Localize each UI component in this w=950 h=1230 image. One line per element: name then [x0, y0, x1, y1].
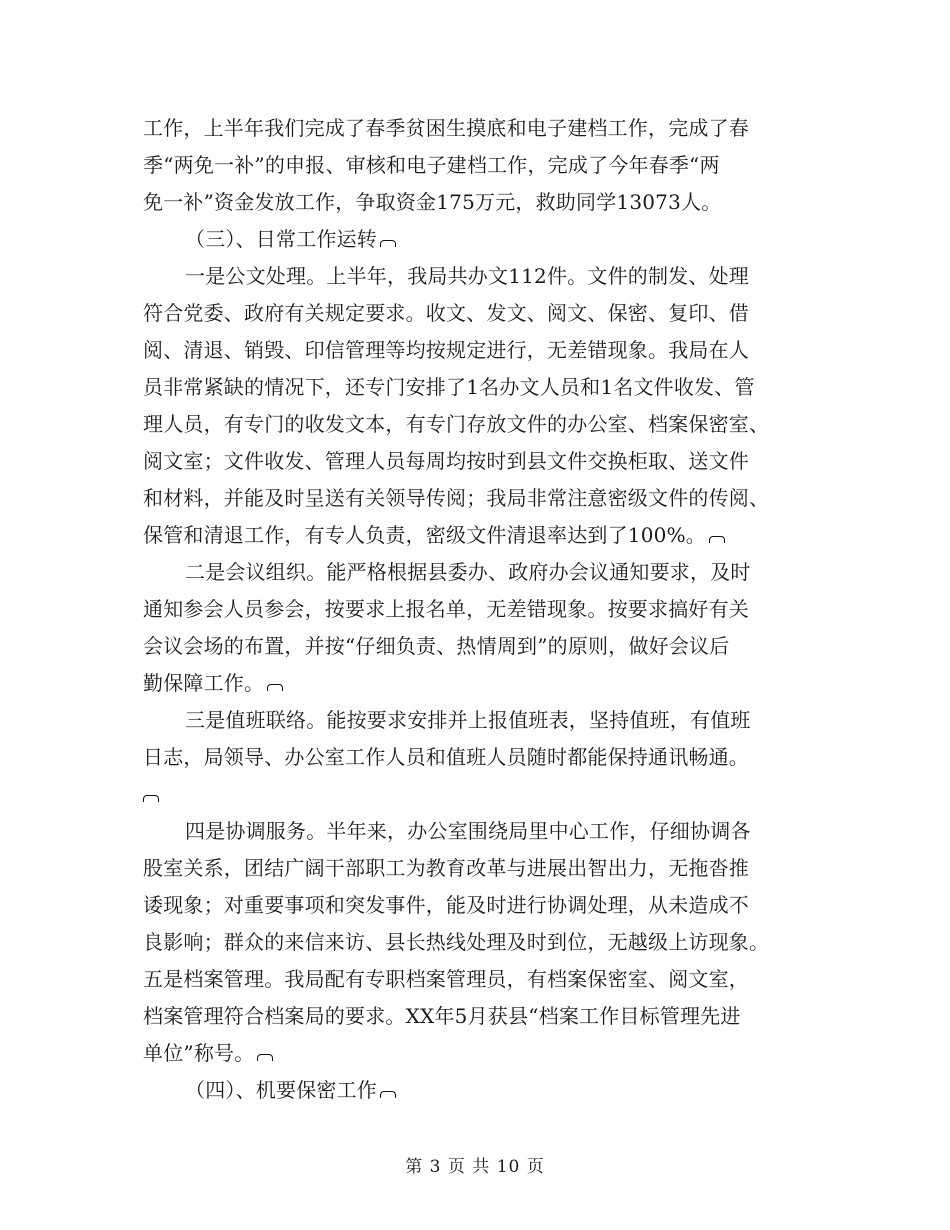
- text-line: 勤保障工作。: [143, 665, 818, 702]
- text-line: 阅、清退、销毁、印信管理等均按规定进行，无差错现象。我局在人: [143, 338, 749, 362]
- text-line: 股室关系，团结广阔干部职工为教育改革与进展出智出力，无拖沓推: [143, 856, 749, 880]
- text-line: 三是值班联络。能按要求安排并上报值班表，坚持值班，有值班: [185, 708, 751, 732]
- text-line: 季“两免一补”的申报、审核和电子建档工作，完成了今年春季“两: [143, 153, 720, 177]
- paragraph-mark-icon: [380, 240, 396, 247]
- body-text: [143, 110, 818, 1109]
- text-line: 工作，上半年我们完成了春季贫困生摸底和电子建档工作，完成了春: [143, 116, 749, 140]
- text-line: 通知参会人员参会，按要求上报名单，无差错现象。按要求搞好有关: [143, 597, 749, 621]
- text-line: 良影响；群众的来信来访、县长热线处理及时到位，无越级上访现象。: [143, 930, 770, 954]
- text-line: 四是协调服务。半年来，办公室围绕局里中心工作，仔细协调各: [185, 819, 751, 843]
- paragraph-mark-icon: [267, 684, 283, 691]
- text-line: 员非常紧缺的情况下，还专门安排了1名办文人员和1名文件收发、管: [143, 375, 755, 399]
- text-line: 阅文室；文件收发、管理人员每周均按时到县文件交换柜取、送文件: [143, 449, 749, 473]
- text-line: [143, 776, 818, 813]
- text-line: 免一补”资金发放工作，争取资金175万元，救助同学13073人。: [143, 190, 722, 214]
- text-line: 单位”称号。: [143, 1035, 818, 1072]
- text-line: 会议会场的布置，并按“仔细负责、热情周到”的原则，做好会议后: [143, 634, 730, 658]
- text-line: 和材料，并能及时呈送有关领导传阅；我局非常注意密级文件的传阅、: [143, 486, 770, 510]
- text-line: 二是会议组织。能严格根据县委办、政府办会议通知要求，及时: [185, 560, 751, 584]
- section-heading: （三）、日常工作运转: [143, 221, 818, 258]
- text-line: 诿现象；对重要事项和突发事件，能及时进行协调处理，从未造成不: [143, 893, 749, 917]
- section-heading: （四）、机要保密工作: [143, 1072, 818, 1109]
- paragraph-mark-icon: [257, 1054, 273, 1061]
- text-line: 日志，局领导、办公室工作人员和值班人员随时都能保持通讯畅通。: [143, 745, 749, 769]
- text-line: 一是公文处理。上半年，我局共办文112件。文件的制发、处理: [185, 264, 749, 288]
- page-number-footer: [0, 1152, 950, 1177]
- paragraph-mark-icon: [709, 536, 725, 543]
- paragraph-mark-icon: [380, 1091, 396, 1098]
- paragraph-mark-icon: [143, 795, 159, 802]
- text-line: 理人员，有专门的收发文本，有专门存放文件的办公室、档案保密室、: [143, 412, 770, 436]
- text-line: 保管和清退工作，有专人负责，密级文件清退率达到了100%。: [143, 517, 818, 554]
- text-line: 档案管理符合档案局的要求。XX年5月获县“档案工作目标管理先进: [143, 1004, 741, 1028]
- page-number-label: 第 3 页 共 10 页: [405, 1157, 545, 1177]
- text-line: 五是档案管理。我局配有专职档案管理员，有档案保密室、阅文室，: [143, 967, 749, 991]
- text-line: 符合党委、政府有关规定要求。收文、发文、阅文、保密、复印、借: [143, 301, 749, 325]
